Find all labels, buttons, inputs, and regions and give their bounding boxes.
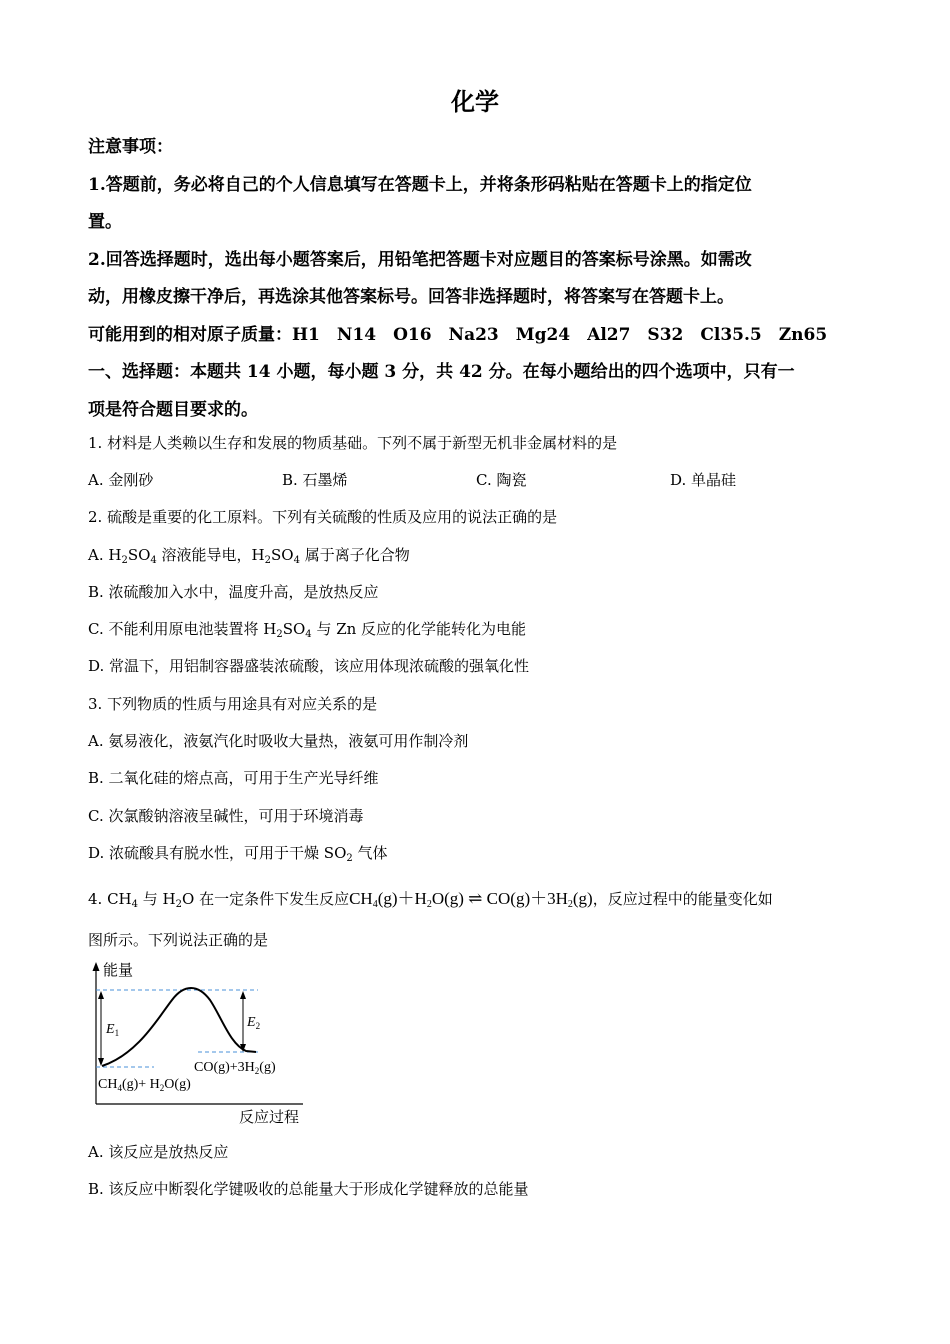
notice-item-1-line-2: 置。 <box>88 212 122 232</box>
question-3-option-c: C. 次氯酸钠溶液呈碱性，可用于环境消毒 <box>88 807 364 825</box>
section-1-line-2: 项是符合题目要求的。 <box>88 400 258 420</box>
question-4-option-a: A. 该反应是放热反应 <box>88 1143 229 1161</box>
notice-item-2-line-1: 2.回答选择题时，选出每小题答案后，用铅笔把答题卡对应题目的答案标号涂黑。如需改 <box>88 250 752 270</box>
page-title: 化学 <box>451 87 499 116</box>
notice-heading: 注意事项： <box>88 137 173 157</box>
section-1-line-1: 一、选择题：本题共 14 小题，每小题 3 分，共 42 分。在每小题给出的四个选项中，只有一 <box>88 362 795 382</box>
energy-diagram <box>88 958 313 1130</box>
question-2-option-b: B. 浓硫酸加入水中，温度升高，是放热反应 <box>88 583 379 601</box>
e1-arrow-up-icon <box>98 991 104 999</box>
question-3-option-d: D. 浓硫酸具有脱水性，可用于干燥 $SO_2$ 气体 <box>88 844 388 864</box>
question-3-stem: 3. 下列物质的性质与用途具有对应关系的是 <box>88 695 378 713</box>
question-4-stem-line-2: 图所示。下列说法正确的是 <box>88 931 269 949</box>
e2-label: $E_2$ <box>247 1015 261 1031</box>
product-label: $CO(g)+3H_2(g)$ <box>194 1060 276 1076</box>
question-3-option-a: A. 氨易液化，液氨汽化时吸收大量热，液氨可用作制冷剂 <box>88 732 469 750</box>
question-4-stem-line-1: 4. $CH_4$ 与 $H_2O$ 在一定条件下发生反应$CH_4(g)+H_2O(g)$ ⇌ $CO(g)+3H_2(g)$，反应过程中的能量变化如 <box>88 889 773 910</box>
atomic-masses: 可能用到的相对原子质量：H1 N14 O16 Na23 Mg24 Al27 S32 Cl35.5 Zn65 <box>88 325 828 345</box>
reactant-label: $CH_4(g)+ H_2O(g)$ <box>98 1077 191 1093</box>
energy-curve <box>102 988 256 1066</box>
y-axis-label: 能量 <box>103 963 134 979</box>
notice-item-2-line-2: 动，用橡皮擦干净后，再选涂其他答案标号。回答非选择题时，将答案写在答题卡上。 <box>88 287 734 307</box>
question-1-option-b: B. 石墨烯 <box>282 471 348 489</box>
question-3-option-b: B. 二氧化硅的熔点高，可用于生产光导纤维 <box>88 769 379 787</box>
question-2-option-d: D. 常温下，用铝制容器盛装浓硫酸，该应用体现浓硫酸的强氧化性 <box>88 657 530 675</box>
e2-arrow-up-icon <box>240 991 246 999</box>
notice-item-1-line-1: 1.答题前，务必将自己的个人信息填写在答题卡上，并将条形码粘贴在答题卡上的指定位 <box>88 175 752 195</box>
question-1-option-a: A. 金刚砂 <box>88 471 154 489</box>
question-2-stem: 2. 硫酸是重要的化工原料。下列有关硫酸的性质及应用的说法正确的是 <box>88 508 558 526</box>
x-axis-label: 反应过程 <box>239 1110 300 1126</box>
y-axis-arrow-icon <box>93 962 100 971</box>
question-4-option-b: B. 该反应中断裂化学键吸收的总能量大于形成化学键释放的总能量 <box>88 1180 529 1198</box>
question-2-option-a: A. $H_2SO_4$ 溶液能导电，$H_2SO_4$ 属于离子化合物 <box>88 546 410 566</box>
question-1-stem: 1. 材料是人类赖以生存和发展的物质基础。下列不属于新型无机非金属材料的是 <box>88 434 618 452</box>
question-2-option-c: C. 不能利用原电池装置将 $H_2SO_4$ 与 Zn 反应的化学能转化为电能 <box>88 620 527 640</box>
reaction-equation: $CH_4(g)+H_2O(g)$ ⇌ $CO(g)+3H_2(g)$ <box>349 889 593 910</box>
question-1-option-c: C. 陶瓷 <box>476 471 527 489</box>
e1-label: $E_1$ <box>106 1022 120 1038</box>
question-1-option-d: D. 单晶硅 <box>670 471 737 489</box>
